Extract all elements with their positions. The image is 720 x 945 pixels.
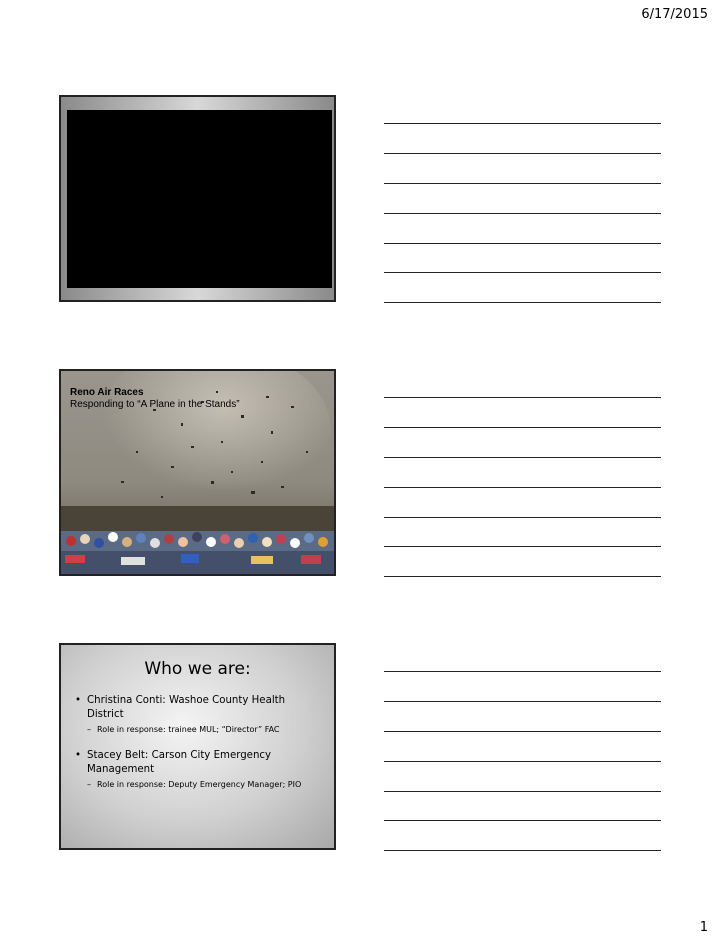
note-line	[384, 213, 661, 214]
note-line	[384, 183, 661, 184]
page-number: 1	[699, 920, 708, 935]
note-line	[384, 517, 661, 518]
note-line	[384, 457, 661, 458]
note-line	[384, 731, 661, 732]
print-date: 6/17/2015	[641, 7, 708, 22]
slide-2-subtitle: Responding to “A Plane in the Stands”	[70, 399, 240, 410]
note-line	[384, 427, 661, 428]
note-line	[384, 487, 661, 488]
note-line	[384, 701, 661, 702]
note-line	[384, 397, 661, 398]
bullet-stacey-belt: • Stacey Belt: Carson City Emergency Management	[75, 749, 324, 777]
note-line	[384, 576, 661, 577]
video-placeholder	[67, 110, 332, 288]
note-line	[384, 671, 661, 672]
note-line	[384, 761, 661, 762]
sub-bullet-conti-role: – Role in response: trainee MUL; “Director” FAC	[75, 724, 324, 735]
slide-2-thumbnail	[59, 369, 336, 576]
slide-2-title: Reno Air Races	[70, 387, 144, 398]
note-line	[384, 820, 661, 821]
note-line	[384, 791, 661, 792]
slide-3-bullet-list	[75, 694, 324, 790]
note-line	[384, 546, 661, 547]
note-line	[384, 243, 661, 244]
slide-3-heading: Who we are:	[144, 659, 251, 679]
slide-2-title-block	[70, 387, 240, 411]
note-line	[384, 850, 661, 851]
note-line	[384, 302, 661, 303]
slide-1-thumbnail	[59, 95, 336, 302]
note-line	[384, 272, 661, 273]
slide-3-thumbnail	[59, 643, 336, 850]
note-line	[384, 123, 661, 124]
sub-bullet-belt-role: – Role in response: Deputy Emergency Manager; PIO	[75, 779, 324, 790]
bullet-christina-conti: • Christina Conti: Washoe County Health District	[75, 694, 324, 722]
note-line	[384, 153, 661, 154]
